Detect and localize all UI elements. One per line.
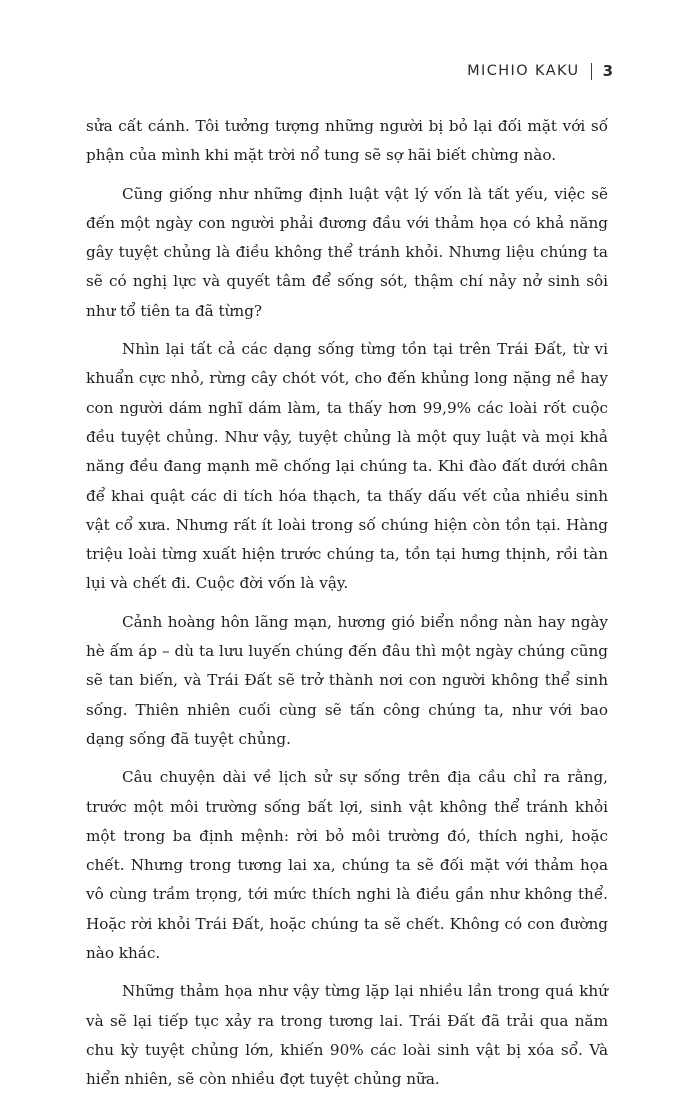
running-header: [467, 62, 613, 80]
paragraph: Những thảm họa như vậy từng lặp lại nhiều lần trong quá khứ và sẽ lại tiếp tục xảy ra trong tương lai. Trái Đất đã trải qua năm chu kỳ tuyệt chủng lớn, khiến 90% các loài sinh vật bị xóa sổ. Và hiển nhiên, sẽ còn nhiều đợt tuyệt chủng nữa.: [86, 982, 608, 1089]
paragraph: Nhìn lại tất cả các dạng sống từng tồn tại trên Trái Đất, từ vi khuẩn cực nhỏ, rừng cây chót vót, cho đến khủng long nặng nề hay con người dám nghĩ dám làm, ta thấy hơn 99,9% các loài rốt cuộc đều tuyệt chủng. Như vậy, tuyệt chủng là một quy luật và mọi khả năng đều đang mạnh mẽ chống lại chúng ta. Khi đào đất dưới chân để khai quật các di tích hóa thạch, ta thấy dấu vết của nhiều sinh vật cổ xưa. Nhưng rất ít loài trong số chúng hiện còn tồn tại. Hàng triệu loài từng xuất hiện trước chúng ta, tồn tại hưng thịnh, rồi tàn lụi và chết đi. Cuộc đời vốn là vậy.: [86, 340, 608, 593]
body-text: [86, 112, 608, 1104]
paragraph-continued: sửa cất cánh. Tôi tưởng tượng những người bị bỏ lại đối mặt với số phận của mình khi mặt trời nổ tung sẽ sợ hãi biết chừng nào.: [86, 117, 608, 165]
author-name: MICHIO KAKU: [467, 63, 580, 79]
page-number: 3: [602, 62, 613, 80]
paragraph: Cảnh hoàng hôn lãng mạn, hương gió biển nồng nàn hay ngày hè ấm áp – dù ta lưu luyến chúng đến đâu thì một ngày chúng cũng sẽ tan biến, và Trái Đất sẽ trở thành nơi con người không thể sinh sống. Thiên nhiên cuối cùng sẽ tấn công chúng ta, như với bao dạng sống đã tuyệt chủng.: [86, 612, 608, 748]
header-divider: [591, 63, 592, 80]
paragraph: Câu chuyện dài về lịch sử sự sống trên địa cầu chỉ ra rằng, trước một môi trường sống bất lợi, sinh vật không thể tránh khỏi một trong ba định mệnh: rời bỏ môi trường đó, thích nghi, hoặc chết. Nhưng trong tương lai xa, chúng ta sẽ đối mặt với thảm họa vô cùng trầm trọng, tới mức thích nghi là điều gần như không thể. Hoặc rời khỏi Trái Đất, hoặc chúng ta sẽ chết. Không có con đường nào khác.: [86, 768, 608, 963]
paragraph: Cũng giống như những định luật vật lý vốn là tất yếu, việc sẽ đến một ngày con người phải đương đầu với thảm họa có khả năng gây tuyệt chủng là điều không thể tránh khỏi. Nhưng liệu chúng ta sẽ có nghị lực và quyết tâm để sống sót, thậm chí nảy nở sinh sôi như tổ tiên ta đã từng?: [86, 184, 608, 320]
